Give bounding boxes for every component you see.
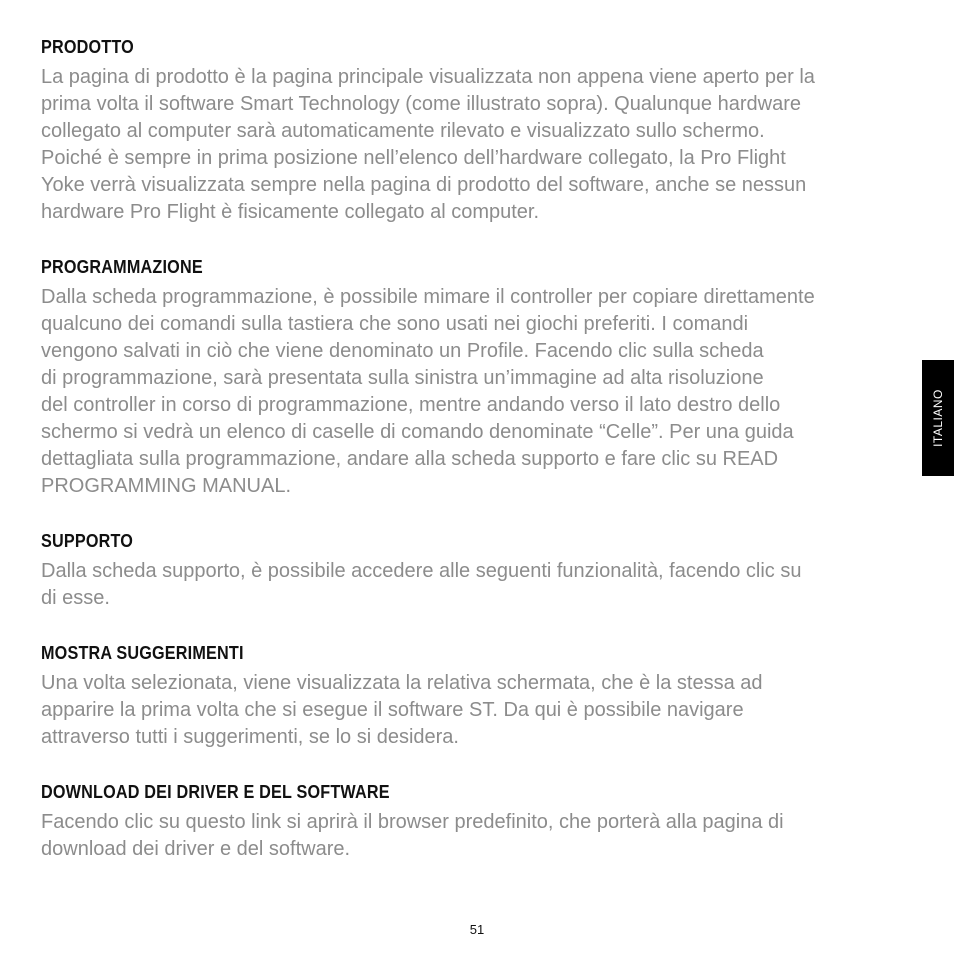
- language-tab-label: ITALIANO: [931, 389, 945, 447]
- section-heading: PROGRAMMAZIONE: [41, 257, 203, 277]
- section-body: Dalla scheda supporto, è possibile accedere alle seguenti funzionalità, facendo clic su di esse.: [41, 560, 802, 609]
- section-heading: DOWNLOAD DEI DRIVER E DEL SOFTWARE: [41, 782, 390, 802]
- section-prodotto: [41, 36, 916, 226]
- document-content: [41, 36, 916, 893]
- section-heading: MOSTRA SUGGERIMENTI: [41, 643, 244, 663]
- section-programmazione: [41, 256, 916, 500]
- section-download-driver-software: [41, 781, 916, 863]
- section-body: Una volta selezionata, viene visualizzata la relativa schermata, che è la stessa ad apparire la prima volta che si esegue il software ST. Da qui è possibile navigare attraverso tutti i suggerimenti, se lo si desidera.: [41, 672, 763, 748]
- section-heading: PRODOTTO: [41, 37, 134, 57]
- section-body: Facendo clic su questo link si aprirà il browser predefinito, che porterà alla pagina di download dei driver e del software.: [41, 811, 784, 860]
- page-number: 51: [469, 922, 485, 937]
- section-mostra-suggerimenti: [41, 642, 916, 751]
- language-side-tab: [922, 360, 954, 476]
- section-supporto: [41, 530, 916, 612]
- section-heading: SUPPORTO: [41, 531, 134, 551]
- section-body: Dalla scheda programmazione, è possibile mimare il controller per copiare direttamente qualcuno dei comandi sulla tastiera che sono usati nei giochi preferiti. I comandi vengono salvati in ciò che viene denominato un Profile. Facendo clic sulla scheda di programmazione, sarà presentata sulla sinistra un’immagine ad alta risoluzione del controller in corso di programmazione, mentre andando verso il lato destro dello schermo si vedrà un elenco di caselle di comando denominate “Celle”. Per una guida dettagliata sulla programmazione, andare alla scheda supporto e fare clic su READ PROGRAMMING MANUAL.: [41, 286, 815, 497]
- section-body: La pagina di prodotto è la pagina principale visualizzata non appena viene aperto per la prima volta il software Smart Technology (come illustrato sopra). Qualunque hardware collegato al computer sarà automaticamente rilevato e visualizzato sullo schermo. Poiché è sempre in prima posizione nell’elenco dell’hardware collegato, la Pro Flight Yoke verrà visualizzata sempre nella pagina di prodotto del software, anche se nessun hardware Pro Flight è fisicamente collegato al computer.: [41, 66, 815, 223]
